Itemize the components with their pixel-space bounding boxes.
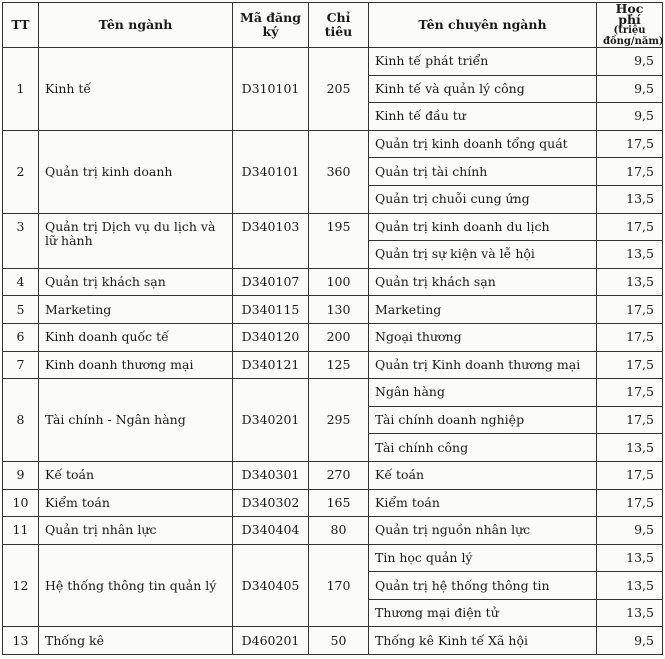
cell-chi-tieu: 200 (309, 323, 369, 351)
cell-ma: D340201 (233, 379, 309, 462)
cell-chuyen-nganh: Quản trị nguồn nhân lực (369, 517, 597, 545)
header-row (3, 3, 663, 48)
cell-tt: 13 (3, 627, 39, 655)
cell-chi-tieu: 360 (309, 130, 369, 213)
header-chi-tieu: Chỉ tiêu (309, 3, 369, 48)
cell-hoc-phi: 17,5 (597, 130, 663, 158)
cell-chi-tieu: 195 (309, 213, 369, 268)
cell-chuyen-nganh: Kinh tế và quản lý công (369, 75, 597, 103)
header-ma: Mã đăng ký (233, 3, 309, 48)
cell-ma: D340101 (233, 130, 309, 213)
cell-chuyen-nganh: Tài chính doanh nghiệp (369, 406, 597, 434)
cell-chi-tieu: 80 (309, 517, 369, 545)
cell-nganh: Kiểm toán (39, 489, 233, 517)
cell-hoc-phi: 17,5 (597, 158, 663, 186)
cell-chi-tieu: 125 (309, 351, 369, 379)
cell-hoc-phi: 9,5 (597, 517, 663, 545)
table-row (3, 517, 663, 545)
cell-chuyen-nganh: Ngoại thương (369, 323, 597, 351)
cell-chuyen-nganh: Quản trị Kinh doanh thương mại (369, 351, 597, 379)
cell-ma: D340302 (233, 489, 309, 517)
cell-ma: D340404 (233, 517, 309, 545)
cell-hoc-phi: 17,5 (597, 489, 663, 517)
cell-chuyen-nganh: Quản trị kinh doanh du lịch (369, 213, 597, 241)
cell-chuyen-nganh: Quản trị chuỗi cung ứng (369, 185, 597, 213)
header-hoc-phi-unit: (triệu đồng/năm) (603, 25, 664, 47)
table-row (3, 268, 663, 296)
cell-hoc-phi: 17,5 (597, 213, 663, 241)
cell-chi-tieu: 270 (309, 461, 369, 489)
cell-chuyen-nganh: Quản trị tài chính (369, 158, 597, 186)
table-row (3, 351, 663, 379)
header-nganh: Tên ngành (39, 3, 233, 48)
cell-ma: D340405 (233, 544, 309, 627)
cell-chi-tieu: 205 (309, 48, 369, 131)
cell-nganh: Quản trị nhân lực (39, 517, 233, 545)
cell-hoc-phi: 13,5 (597, 268, 663, 296)
cell-ma: D340115 (233, 296, 309, 324)
cell-hoc-phi: 13,5 (597, 241, 663, 269)
cell-nganh: Quản trị Dịch vụ du lịch và lữ hành (39, 213, 233, 268)
cell-chi-tieu: 295 (309, 379, 369, 462)
table-row (3, 48, 663, 76)
cell-tt: 10 (3, 489, 39, 517)
table-row (3, 544, 663, 572)
cell-chuyen-nganh: Kiểm toán (369, 489, 597, 517)
cell-chuyen-nganh: Quản trị khách sạn (369, 268, 597, 296)
cell-nganh: Kế toán (39, 461, 233, 489)
cell-ma: D340107 (233, 268, 309, 296)
cell-tt: 6 (3, 323, 39, 351)
table-row (3, 130, 663, 158)
cell-tt: 1 (3, 48, 39, 131)
cell-chuyen-nganh: Quản trị sự kiện và lễ hội (369, 241, 597, 269)
header-hoc-phi (597, 3, 663, 48)
cell-chi-tieu: 165 (309, 489, 369, 517)
cell-nganh: Marketing (39, 296, 233, 324)
cell-hoc-phi: 9,5 (597, 627, 663, 655)
cell-chuyen-nganh: Quản trị kinh doanh tổng quát (369, 130, 597, 158)
tuition-table (2, 2, 663, 655)
cell-tt: 5 (3, 296, 39, 324)
cell-nganh: Kinh doanh quốc tế (39, 323, 233, 351)
cell-tt: 4 (3, 268, 39, 296)
cell-ma: D340121 (233, 351, 309, 379)
cell-ma: D340103 (233, 213, 309, 268)
cell-hoc-phi: 17,5 (597, 323, 663, 351)
table-body (3, 48, 663, 655)
cell-hoc-phi: 9,5 (597, 103, 663, 131)
cell-hoc-phi: 17,5 (597, 461, 663, 489)
table-row (3, 296, 663, 324)
cell-chuyen-nganh: Thương mại điện tử (369, 599, 597, 627)
cell-ma: D460201 (233, 627, 309, 655)
table-row (3, 461, 663, 489)
cell-tt: 7 (3, 351, 39, 379)
cell-tt: 3 (3, 213, 39, 268)
cell-chi-tieu: 130 (309, 296, 369, 324)
cell-hoc-phi: 17,5 (597, 406, 663, 434)
table-row (3, 379, 663, 407)
cell-tt: 11 (3, 517, 39, 545)
cell-chuyen-nganh: Kinh tế phát triển (369, 48, 597, 76)
cell-nganh: Tài chính - Ngân hàng (39, 379, 233, 462)
cell-hoc-phi: 13,5 (597, 434, 663, 462)
table-row (3, 323, 663, 351)
cell-nganh: Quản trị kinh doanh (39, 130, 233, 213)
cell-hoc-phi: 13,5 (597, 599, 663, 627)
table-row (3, 213, 663, 241)
cell-tt: 9 (3, 461, 39, 489)
cell-hoc-phi: 9,5 (597, 75, 663, 103)
cell-chi-tieu: 100 (309, 268, 369, 296)
cell-chi-tieu: 170 (309, 544, 369, 627)
cell-chuyen-nganh: Quản trị hệ thống thông tin (369, 572, 597, 600)
cell-hoc-phi: 13,5 (597, 572, 663, 600)
cell-chuyen-nganh: Tài chính công (369, 434, 597, 462)
cell-nganh: Kinh tế (39, 48, 233, 131)
cell-chuyen-nganh: Kinh tế đầu tư (369, 103, 597, 131)
cell-chi-tieu: 50 (309, 627, 369, 655)
cell-chuyen-nganh: Marketing (369, 296, 597, 324)
header-tt: TT (3, 3, 39, 48)
cell-nganh: Thống kê (39, 627, 233, 655)
cell-hoc-phi: 17,5 (597, 379, 663, 407)
cell-chuyen-nganh: Kế toán (369, 461, 597, 489)
cell-nganh: Hệ thống thông tin quản lý (39, 544, 233, 627)
cell-chuyen-nganh: Tin học quản lý (369, 544, 597, 572)
header-chuyen-nganh: Tên chuyên ngành (369, 3, 597, 48)
cell-hoc-phi: 17,5 (597, 296, 663, 324)
cell-hoc-phi: 13,5 (597, 544, 663, 572)
cell-tt: 8 (3, 379, 39, 462)
table-row (3, 489, 663, 517)
cell-nganh: Quản trị khách sạn (39, 268, 233, 296)
cell-ma: D340120 (233, 323, 309, 351)
cell-ma: D310101 (233, 48, 309, 131)
cell-tt: 12 (3, 544, 39, 627)
cell-tt: 2 (3, 130, 39, 213)
cell-chuyen-nganh: Ngân hàng (369, 379, 597, 407)
header-hoc-phi-label: Học phí (615, 1, 644, 27)
cell-hoc-phi: 9,5 (597, 48, 663, 76)
cell-nganh: Kinh doanh thương mại (39, 351, 233, 379)
cell-hoc-phi: 13,5 (597, 185, 663, 213)
table-row (3, 627, 663, 655)
cell-chuyen-nganh: Thống kê Kinh tế Xã hội (369, 627, 597, 655)
cell-hoc-phi: 17,5 (597, 351, 663, 379)
cell-ma: D340301 (233, 461, 309, 489)
